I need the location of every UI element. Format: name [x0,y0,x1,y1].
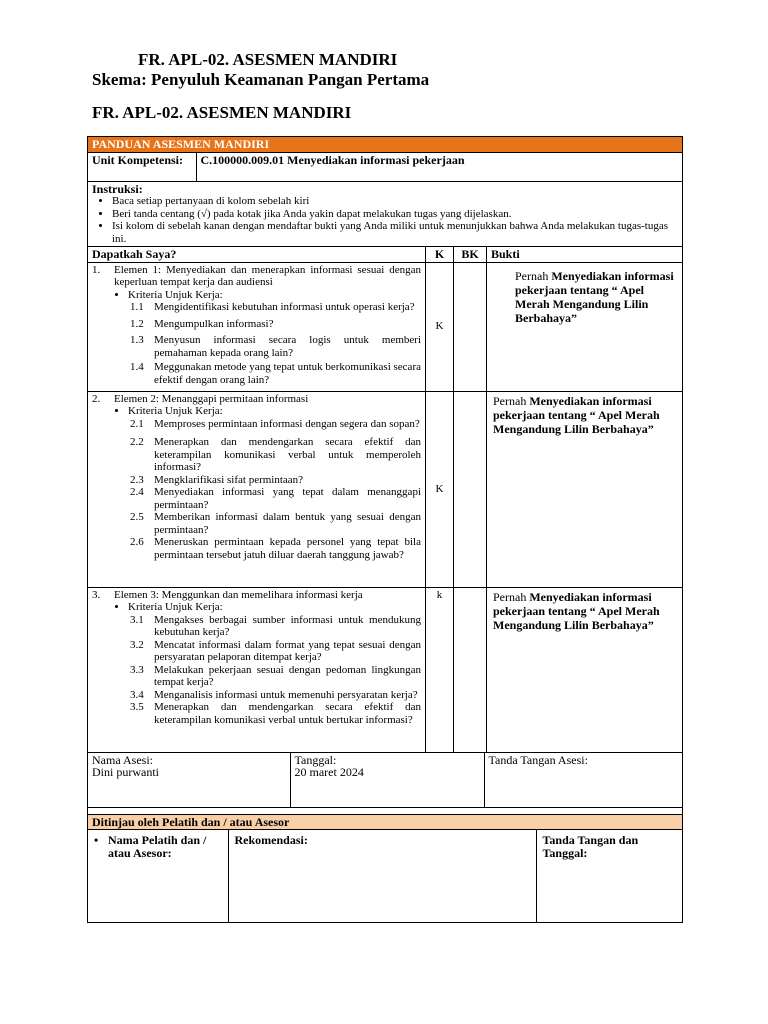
criteria-number: 2.6 [130,536,144,548]
criteria-number: 3.4 [130,688,144,701]
col-header-k: K [426,247,454,263]
bukti-text: Menyediakan informasi pekerjaan tentang “ Apel Merah Mengandung Lilin Berbahaya” [493,393,660,436]
element-title: Elemen 2: Menanggapi permitaan informasi [114,392,309,405]
criteria-number: 3.2 [130,638,144,651]
bukti-prefix: Pernah [493,589,530,604]
criteria-number: 1.2 [130,317,144,330]
bukti-prefix: Pernah [515,268,552,283]
bk-checkbox-cell[interactable] [454,587,487,752]
criteria-text: Menyediakan informasi yang tepat dalam menanggapi permintaan? [154,486,421,511]
k-checkbox-cell[interactable]: k [426,587,454,752]
criteria-text: Menyusun informasi secara logis untuk memberi pemahaman kepada orang lain? [154,334,421,359]
bukti-prefix: Pernah [493,393,530,408]
instruksi-item: • Baca setiap pertanyaan di kolom sebelah kiri [112,195,678,208]
criteria-text: Memberikan informasi dalam bentuk yang sesuai dengan permintaan? [154,511,421,536]
asesmen-table [87,136,683,923]
ttd-tanggal-field[interactable] [536,830,682,922]
instruksi-item: • Isi kolom di sebelah kanan dengan mendaftar bukti yang Anda miliki untuk menunjukkan bahwa Anda melakukan tugas-tugas ini. [112,220,678,245]
criteria-number: 2.2 [130,436,144,448]
asesi-signoff-row [88,752,683,807]
criteria-number: 3.3 [130,663,144,676]
ttd-asesi-field[interactable] [484,753,682,807]
element-title: Elemen 1: Menyediakan dan menerapkan informasi sesuai dengan keperluan tempat kerja dan audiensi [114,263,421,288]
criteria-number: 2.1 [130,417,144,430]
col-header-q: Dapatkah Saya? [88,247,426,263]
kuk-label: • Kriteria Unjuk Kerja: [128,601,421,614]
spacer-row [88,807,683,814]
tanggal-field[interactable] [290,753,484,807]
tanggal-value: 20 maret 2024 [294,765,364,779]
element-row [88,262,683,391]
nama-pelatih-field[interactable] [88,830,228,922]
criteria-text: Menerapkan dan mendengarkan secara efektif dan keterampilan komunikasi verbal untuk bertukar informasi? [154,701,421,726]
form-title-2: FR. APL-02. ASESMEN MANDIRI [92,103,352,122]
criteria-number: 1.1 [130,301,144,313]
review-heading: Ditinjau oleh Pelatih dan / atau Asesor [88,814,683,830]
instruksi-label: Instruksi: [92,181,143,196]
criteria-text: Melakukan pekerjaan sesuai dengan pedoman lingkungan tempat kerja? [154,663,421,688]
criteria-text: Meneruskan permintaan kepada personel yang tepat bila permintaan tersebut jatuh diluar daerah tanggung jawab? [154,536,421,561]
bukti-text: Menyediakan informasi pekerjaan tentang “ Apel Merah Mengandung Lilin Berbahaya” [515,268,674,325]
element-number: 3. [92,588,101,601]
form-title: FR. APL-02. ASESMEN MANDIRI [138,50,398,69]
rekomendasi-label: Rekomendasi: [234,833,308,847]
bk-checkbox-cell[interactable] [454,262,487,391]
kuk-label: • Kriteria Unjuk Kerja: [128,405,421,418]
criteria-text: Meggunakan metode yang tepat untuk berkomunikasi secara efektif dengan orang lain? [154,361,421,386]
instruksi-list [92,195,678,245]
unit-label: Unit Kompetensi: [88,153,196,181]
unit-value: C.100000.009.01 Menyediakan informasi pekerjaan [200,152,465,167]
criteria-number: 3.5 [130,701,144,713]
tanggal-label: Tanggal: [294,752,337,767]
nama-asesi-field[interactable] [88,753,290,807]
rekomendasi-field[interactable] [228,830,536,922]
kuk-label: • Kriteria Unjuk Kerja: [128,289,421,302]
criteria-number: 1.3 [130,334,144,346]
criteria-text: Mengakses berbagai sumber informasi untuk mendukung kebutuhan kerja? [154,613,421,638]
instruksi-item: • Beri tanda centang (√) pada kotak jika Anda yakin dapat melakukan tugas yang dijelaskan. [112,208,678,221]
bukti-cell[interactable] [487,587,683,752]
element-row [88,587,683,752]
element-number: 2. [92,392,101,405]
criteria-number: 2.4 [130,486,144,498]
nama-asesi-label: Nama Asesi: [92,752,153,767]
k-checkbox-cell[interactable]: K [426,262,454,391]
k-checkbox-cell[interactable]: K [426,391,454,587]
bukti-cell[interactable] [487,262,683,391]
criteria-text: Mengumpulkan informasi? [154,317,274,330]
criteria-text: Menerapkan dan mendengarkan secara efektif dan keterampilan komunikasi verbal untuk memperoleh informasi? [154,436,421,473]
ttd-asesi-label: Tanda Tangan Asesi: [488,752,588,767]
bukti-cell[interactable] [487,391,683,587]
unit-row [88,152,683,181]
bk-checkbox-cell[interactable] [454,391,487,587]
bukti-text: Menyediakan informasi pekerjaan tentang “ Apel Merah Mengandung Lilin Berbahaya” [493,589,660,632]
col-header-bk: BK [454,247,487,263]
skema-title: Skema: Penyuluh Keamanan Pangan Pertama [92,70,430,89]
element-number: 1. [92,263,101,276]
criteria-text: Mencatat informasi dalam format yang tepat sesuai dengan persyaratan pelaporan ditempat kerja? [154,638,421,663]
criteria-number: 1.4 [130,361,144,373]
nama-pelatih-label: Nama Pelatih dan / atau Asesor: [108,833,207,860]
review-row [88,830,683,923]
col-header-bukti: Bukti [487,247,683,263]
element-row [88,391,683,587]
criteria-text: Memproses permintaan informasi dengan segera dan sopan? [154,417,420,430]
ttd-tanggal-label: Tanda Tangan dan Tanggal: [542,833,639,860]
element-title: Elemen 3: Menggunkan dan memelihara informasi kerja [114,588,363,601]
criteria-number: 2.3 [130,473,144,486]
criteria-number: 3.1 [130,613,144,626]
criteria-text: Mengidentifikasi kebutuhan informasi untuk operasi kerja? [154,301,415,313]
criteria-text: Menganalisis informasi untuk memenuhi persyaratan kerja? [154,688,418,701]
nama-asesi-value: Dini purwanti [92,765,159,779]
criteria-number: 2.5 [130,511,144,523]
panduan-heading: PANDUAN ASESMEN MANDIRI [88,137,683,153]
instruksi-cell [88,181,683,247]
bullet-icon: • [94,833,99,847]
criteria-text: Mengklarifikasi sifat permintaan? [154,473,304,486]
